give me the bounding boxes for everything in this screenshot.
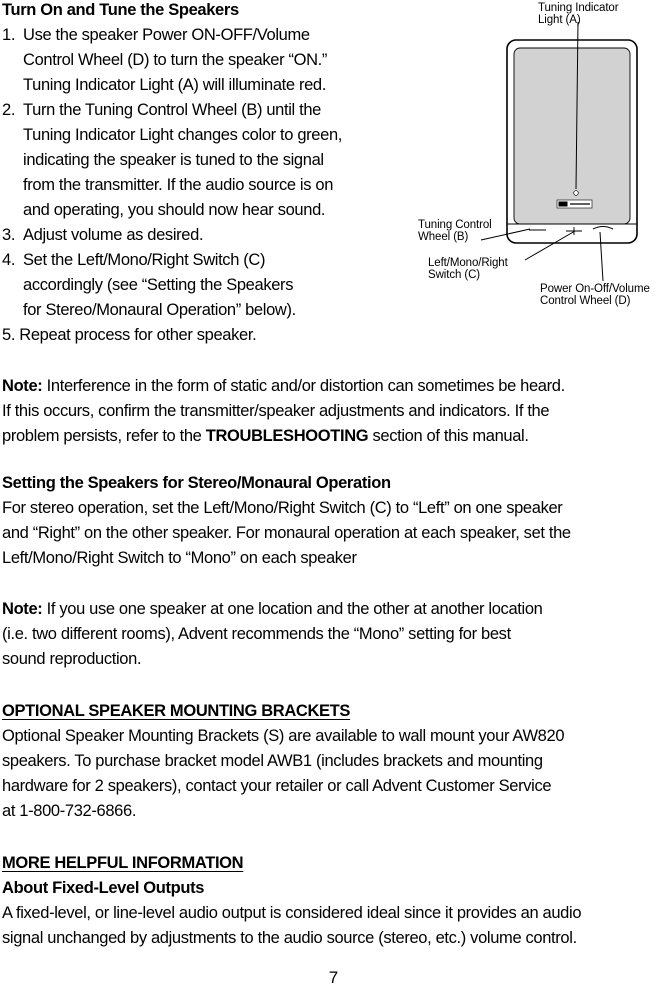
step-2-line: and operating, you should now hear sound. <box>23 201 326 219</box>
step-2-line: Tuning Indicator Light changes color to green, <box>23 126 343 144</box>
step-1: 1. Use the speaker Power ON-OFF/Volume <box>2 26 310 44</box>
note-interference: Note: Interference in the form of static and/or distortion can sometimes be heard. If this occurs, confirm the transmitter/speaker adjustments and indicators. If the problem persists, refer to the TROUBLESHOOTING section of this manual. <box>2 377 565 445</box>
speaker-diagram <box>0 0 667 330</box>
step-1-line: Tuning Indicator Light (A) will illuminate red. <box>23 76 326 94</box>
step-5: 5. Repeat process for other speaker. <box>2 326 257 344</box>
label-tuning-indicator: Tuning Indicator Light (A) <box>538 2 619 26</box>
brackets-heading: OPTIONAL SPEAKER MOUNTING BRACKETS <box>2 702 351 720</box>
troubleshooting-ref: TROUBLESHOOTING <box>205 427 369 445</box>
speaker-grille <box>514 48 630 224</box>
step-4-line: for Stereo/Monaural Operation” below). <box>23 301 296 319</box>
fixed-level-subheading: About Fixed-Level Outputs <box>2 879 205 897</box>
stereo-heading: Setting the Speakers for Stereo/Monaural Operation <box>2 474 391 492</box>
note-label: Note: <box>2 377 43 395</box>
step-2-line: from the transmitter. If the audio source is on <box>23 176 334 194</box>
more-info-section: MORE HELPFUL INFORMATION About Fixed-Level Outputs A fixed-level, or line-level audio output is considered ideal since it provides an audio signal unchanged by adjustments to the audio source (stereo, etc.) volume control. <box>2 851 581 951</box>
label-power-volume: Power On-Off/Volume Control Wheel (D) <box>540 283 650 307</box>
step-4-line: accordingly (see “Setting the Speakers <box>23 276 294 294</box>
tuning-indicator-light <box>574 191 579 196</box>
tune-heading: Turn On and Tune the Speakers <box>2 1 239 19</box>
stereo-section: Setting the Speakers for Stereo/Monaural Operation For stereo operation, set the Left/Mono/Right Switch (C) to “Left” on one speaker and “Right” on the other speaker. For monaural operation at each speaker, set the Left/Mono/Right Switch to “Mono” on each speaker <box>2 471 571 571</box>
label-switch: Left/Mono/Right Switch (C) <box>428 257 508 281</box>
page-number: 7 <box>328 968 339 987</box>
note-mono: Note: If you use one speaker at one location and the other at another location (i.e. two different rooms), Advent recommends the “Mono” setting for best sound reproduction. <box>2 600 543 668</box>
step-4: 4. Set the Left/Mono/Right Switch (C) <box>2 251 266 269</box>
label-tuning-control: Tuning Control Wheel (B) <box>418 219 492 243</box>
brackets-section: OPTIONAL SPEAKER MOUNTING BRACKETS Optional Speaker Mounting Brackets (S) are available to wall mount your AW820 speakers. To purchase bracket model AWB1 (includes brackets and mounting hardware for 2 speakers), contact your retailer or call Advent Customer Service at 1-800-732-6866. <box>2 699 564 824</box>
note-label: Note: <box>2 600 43 618</box>
step-2: 2. Turn the Tuning Control Wheel (B) until the <box>2 101 321 119</box>
step-2-line: indicating the speaker is tuned to the signal <box>23 151 324 169</box>
brand-logo <box>557 200 592 208</box>
step-1-line: Control Wheel (D) to turn the speaker “ON.” <box>23 51 328 69</box>
more-info-heading: MORE HELPFUL INFORMATION <box>2 854 244 872</box>
step-3: 3. Adjust volume as desired. <box>2 226 204 244</box>
